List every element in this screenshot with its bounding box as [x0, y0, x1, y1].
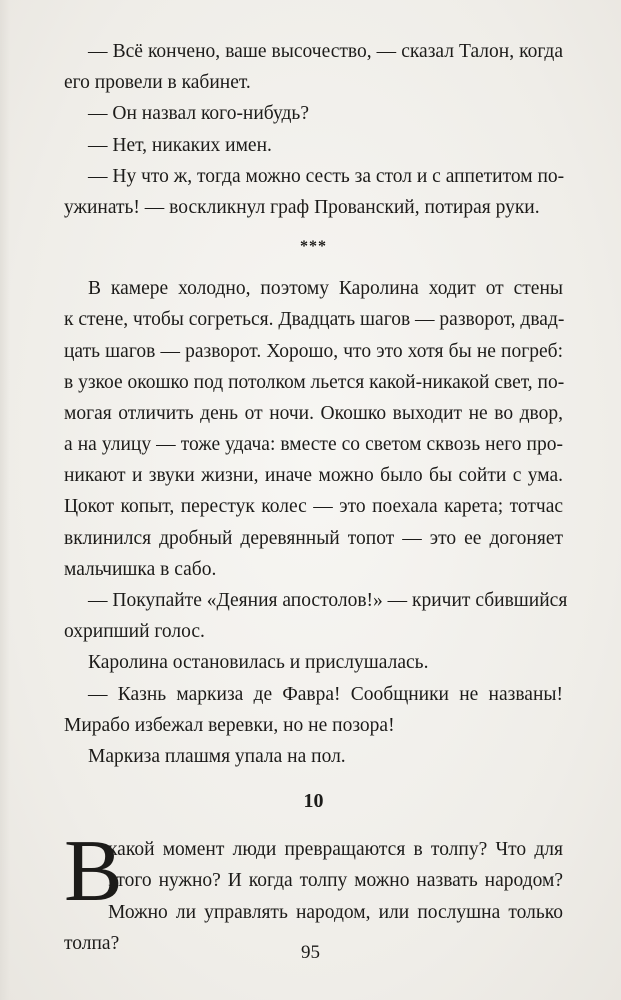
- text-line: Мирабо избежал веревки, но не позора!: [64, 714, 395, 736]
- text-line: а на улицу — тоже удача: вместе со светом сквозь него про-: [64, 434, 563, 456]
- text-line: — Нет, никаких имен.: [88, 134, 272, 156]
- text-line: Цокот копыт, перестук колес — это поехала карета; тотчас: [64, 496, 563, 518]
- dialogue-block: [64, 36, 563, 223]
- paragraph: [64, 273, 563, 585]
- text-line: его провели в кабинет.: [64, 72, 251, 94]
- text-line: мальчишка в сабо.: [64, 558, 217, 580]
- text-line: никают и звуки жизни, иначе можно было бы сойти с ума.: [64, 465, 563, 487]
- chapter-number: 10: [303, 790, 324, 813]
- text-line: вклинился дробный деревянный топот — это ее догоняет: [64, 527, 563, 549]
- text-line: — Он назвал кого-нибудь?: [88, 103, 309, 125]
- text-line: — Ну что ж, тогда можно сесть за стол и с аппетитом по-: [88, 165, 565, 187]
- text-line: к стене, чтобы согреться. Двадцать шагов — разворот, двад-: [64, 309, 565, 331]
- text-line: какой момент люди превращаются в толпу? Что для: [108, 839, 563, 861]
- text-line: — Покупайте «Деяния апостолов!» — кричит сбившийся: [88, 590, 568, 611]
- page-binding-shadow: [0, 0, 10, 1000]
- text-line: могая отличить день от ночи. Окошко выходит не во двор,: [64, 402, 563, 424]
- text-line: ужинать! — воскликнул граф Прованский, потирая руки.: [64, 196, 540, 218]
- text-line: — Всё кончено, ваше высочество, — сказал Талон, когда: [88, 41, 563, 62]
- paragraph: Каролина остановилась и прислушалась.: [88, 652, 429, 674]
- text-line: охрипший голос.: [64, 621, 205, 643]
- drop-cap: В: [64, 823, 123, 921]
- page-number: 95: [301, 942, 320, 963]
- paragraph: Маркиза плашмя упала на пол.: [88, 745, 346, 767]
- text-line: В камере холодно, поэтому Каролина ходит от стены: [88, 278, 563, 300]
- text-line: цать шагов — разворот. Хорошо, что это хотя бы не погреб:: [64, 340, 563, 362]
- text-line: в узкое окошко под потолком льется какой-никакой свет, по-: [64, 371, 565, 393]
- text-line: толпа?: [64, 932, 120, 954]
- text-line: этого нужно? И когда толпу можно назвать народом?: [108, 870, 563, 892]
- chapter-opening: [64, 823, 563, 959]
- text-line: Можно ли управлять народом, или послушна только: [108, 901, 563, 923]
- paragraph: [64, 585, 568, 647]
- paragraph: [64, 679, 563, 741]
- text-line: — Казнь маркиза де Фавра! Сообщники не названы!: [88, 683, 563, 705]
- section-separator: ***: [300, 238, 327, 256]
